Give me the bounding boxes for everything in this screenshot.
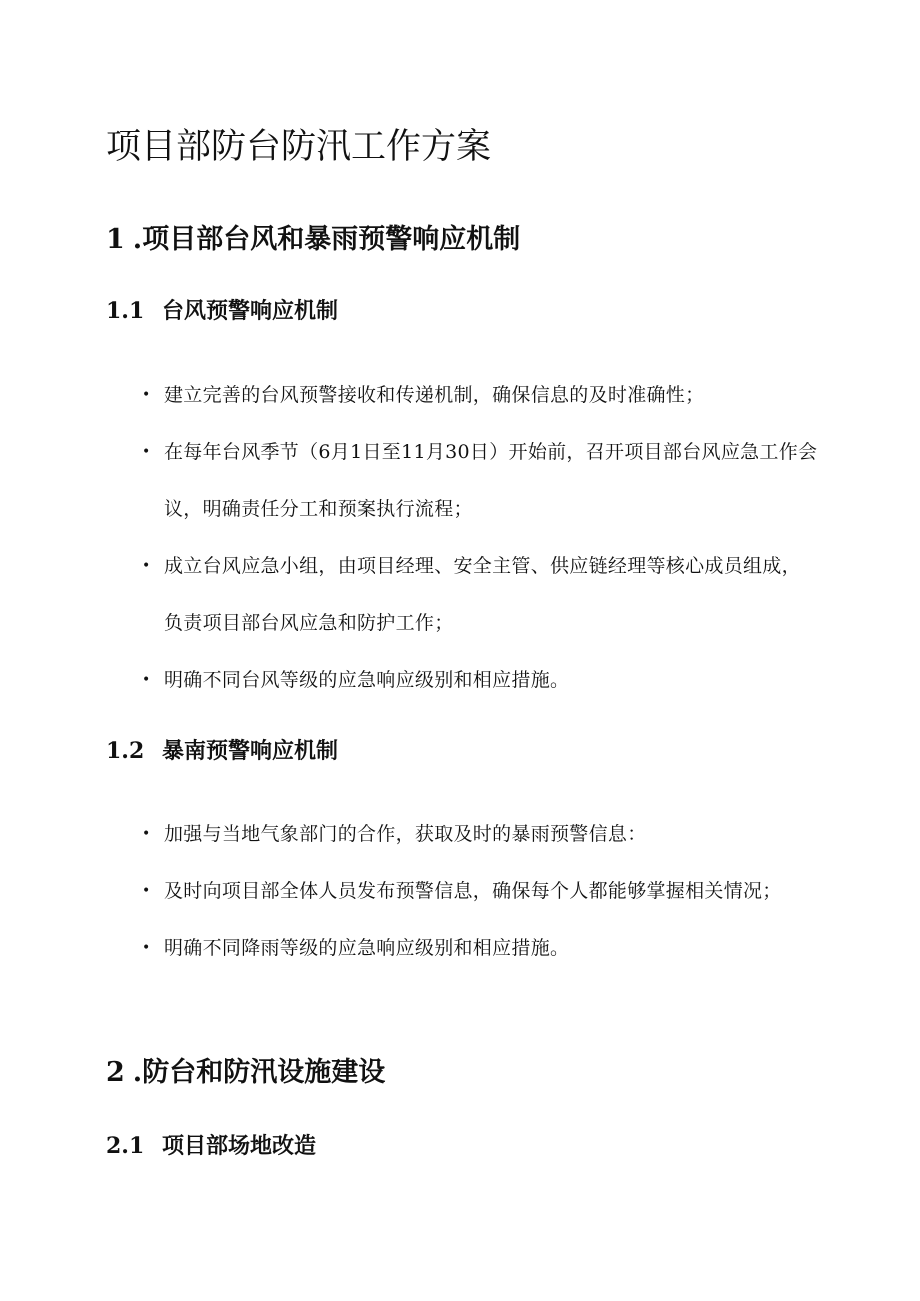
bullet-dot-icon: • (142, 672, 151, 688)
subsection-number: 1.1 (106, 298, 145, 324)
section-heading (106, 1053, 385, 1093)
bullet-dot-icon: • (142, 826, 151, 842)
section-number: 1 (106, 224, 125, 255)
subsection-heading (106, 1130, 316, 1163)
list-item: • 加强与当地气象部门的合作，获取及时的暴雨预警信息： (140, 806, 820, 863)
bullet-dot-icon: • (142, 940, 151, 956)
subsection-number: 1.2 (106, 738, 145, 764)
section-title: .防台和防汛设施建设 (132, 1057, 386, 1088)
bullet-dot-icon: • (142, 558, 151, 574)
bullet-dot-icon: • (142, 883, 151, 899)
list-item: • 明确不同降雨等级的应急响应级别和相应措施。 (140, 920, 820, 977)
list-item: • 在每年台风季节（6月1日至11月30日）开始前，召开项目部台风应急工作会议，明确责任分工和预案执行流程； (140, 424, 820, 538)
list-item: • 明确不同台风等级的应急响应级别和相应措施。 (140, 652, 820, 709)
section-heading (106, 220, 520, 260)
list-item: • 成立台风应急小组，由项目经理、安全主管、供应链经理等核心成员组成，负责项目部台风应急和防护工作； (140, 538, 820, 652)
subsection-number: 2.1 (106, 1133, 145, 1159)
section-title: .项目部台风和暴雨预警响应机制 (132, 224, 521, 255)
bullet-list (140, 367, 820, 709)
bullet-list (140, 806, 820, 977)
subsection-heading (106, 295, 338, 328)
document-title: 项目部防台防汛工作方案 (106, 127, 492, 167)
subsection-title: 项目部场地改造 (162, 1134, 317, 1159)
section-number: 2 (106, 1057, 125, 1088)
bullet-dot-icon: • (142, 444, 151, 460)
subsection-title: 台风预警响应机制 (162, 299, 339, 324)
list-item: • 及时向项目部全体人员发布预警信息，确保每个人都能够掌握相关情况； (140, 863, 820, 920)
subsection-heading (106, 735, 338, 768)
list-item: • 建立完善的台风预警接收和传递机制，确保信息的及时准确性； (140, 367, 820, 424)
subsection-title: 暴南预警响应机制 (162, 739, 339, 764)
bullet-dot-icon: • (142, 387, 151, 403)
